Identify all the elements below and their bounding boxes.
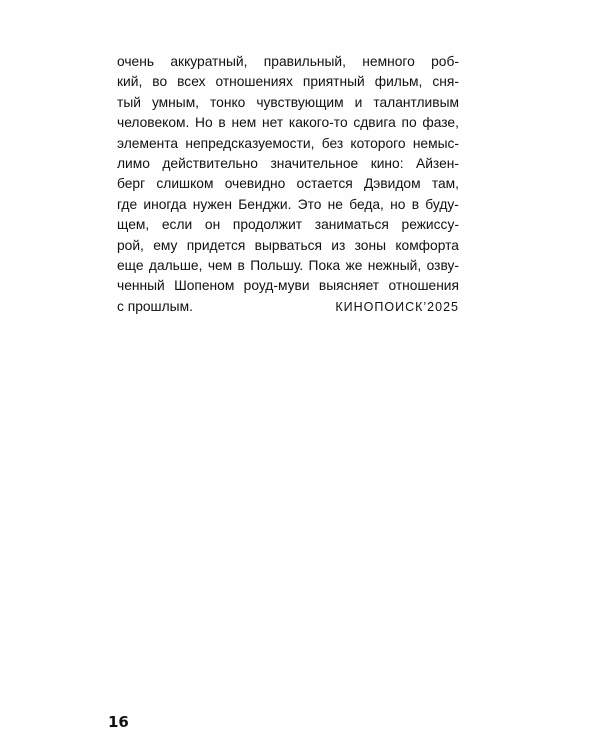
text-line: щем, если он продолжит заниматься режиссу- — [117, 217, 459, 233]
last-text-line — [117, 297, 459, 317]
text-line: очень аккуратный, правильный, немного роб- — [117, 54, 459, 69]
text-line: еще дальше, чем в Польшу. Пока же нежный, озву- — [117, 257, 459, 273]
text-line: человеком. Но в нем нет какого-то сдвига по фазе, — [117, 115, 459, 131]
text-line: берг слишком очевидно остается Дэвидом там, — [117, 176, 459, 192]
article-text — [117, 52, 459, 317]
text-line: где иногда нужен Бенджи. Это не беда, но в буду- — [117, 196, 459, 212]
text-line: лимо действительно значительное кино: Айзен- — [117, 155, 459, 171]
text-line: тый умным, тонко чувствующим и талантливым — [117, 94, 459, 110]
page-number: 16 — [108, 713, 129, 731]
text-line: кий, во всех отношениях приятный фильм, сня- — [117, 74, 459, 90]
text-line: ченный Шопеном роуд-муви выясняет отношения — [117, 278, 459, 294]
source-citation: КИНОПОИСК’2025 — [335, 299, 459, 314]
text-line: рой, ему придется вырваться из зоны комфорта — [117, 237, 459, 253]
last-line-text: с прошлым. — [117, 298, 193, 314]
text-line: элемента непредсказуемости, без которого немыс- — [117, 135, 459, 151]
